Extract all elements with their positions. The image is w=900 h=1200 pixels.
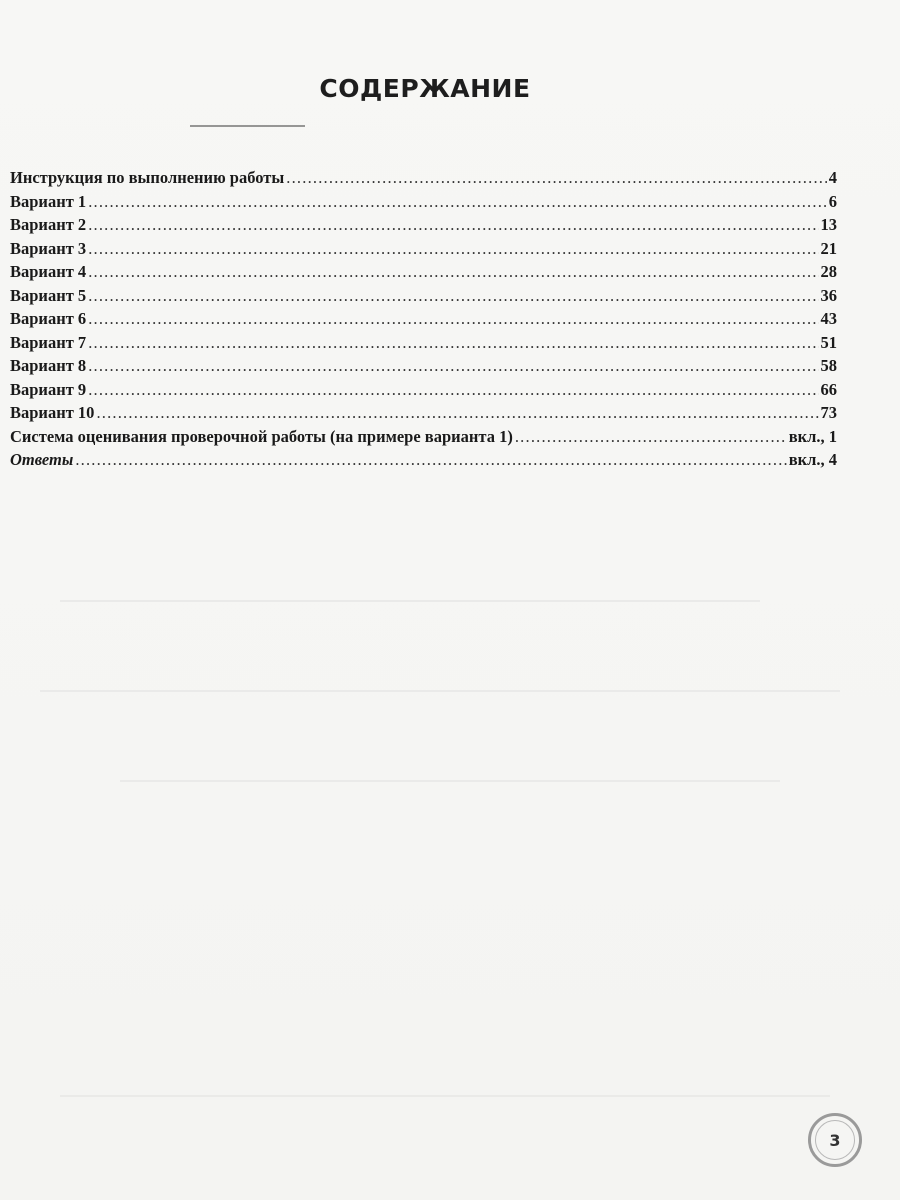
- show-through-line: [40, 690, 840, 692]
- toc-entry-title: Вариант 10: [10, 403, 95, 422]
- toc-entry-page: 28: [820, 262, 837, 281]
- toc-entry: [10, 192, 837, 216]
- dot-leader: [88, 380, 818, 400]
- toc-entry-title: Вариант 6: [10, 309, 87, 328]
- toc-entry: [10, 286, 837, 310]
- toc-entry: [10, 215, 837, 239]
- toc-entry: [10, 427, 837, 451]
- toc-entry: [10, 168, 837, 192]
- dot-leader: [96, 403, 818, 423]
- show-through-line: [120, 780, 780, 782]
- toc-entry-title: Система оценивания проверочной работы (на примере варианта 1): [10, 426, 513, 446]
- toc-entry-title: Вариант 2: [10, 215, 87, 234]
- show-through-line: [60, 1095, 830, 1097]
- toc-entry-page: вкл., 1: [788, 426, 837, 446]
- dot-leader: [88, 286, 818, 306]
- toc-entry-page: 13: [820, 215, 837, 234]
- toc-entry: [10, 380, 837, 404]
- toc-entry-page: 21: [820, 238, 837, 258]
- toc-entry: [10, 356, 837, 380]
- toc-entry-page: 58: [820, 356, 837, 375]
- page-number: 3: [815, 1120, 855, 1160]
- toc-entry-title: Вариант 8: [10, 356, 87, 375]
- toc-entry-title: Инструкция по выполнению работы: [10, 168, 285, 187]
- toc-entry: [10, 333, 837, 357]
- toc-entry-page: 6: [828, 191, 837, 211]
- toc-entry: [10, 403, 837, 427]
- toc-entry: [10, 262, 837, 286]
- page-number-badge: [808, 1113, 862, 1167]
- page-title: СОДЕРЖАНИЕ: [319, 74, 531, 103]
- toc-entry: [10, 450, 837, 474]
- toc-entry-title: Вариант 9: [10, 379, 87, 399]
- decorative-rule: [190, 125, 305, 127]
- table-of-contents: [10, 168, 837, 474]
- dot-leader: [88, 192, 827, 212]
- toc-entry-page: 36: [820, 285, 837, 305]
- toc-entry: [10, 309, 837, 333]
- dot-leader: [88, 215, 818, 235]
- toc-entry-title: Вариант 3: [10, 238, 87, 258]
- toc-entry-page: вкл., 4: [788, 450, 837, 469]
- dot-leader: [88, 262, 818, 282]
- toc-entry-page: 51: [820, 332, 837, 352]
- toc-entry-title: Вариант 1: [10, 191, 87, 211]
- dot-leader: [75, 450, 786, 470]
- toc-entry-title: Вариант 7: [10, 332, 87, 352]
- dot-leader: [515, 427, 787, 447]
- dot-leader: [88, 309, 818, 329]
- toc-entry-page: 66: [820, 379, 837, 399]
- toc-entry-page: 4: [828, 168, 837, 187]
- toc-entry-page: 73: [820, 403, 837, 422]
- dot-leader: [88, 333, 818, 353]
- toc-entry-title: Вариант 5: [10, 285, 87, 305]
- toc-entry: [10, 239, 837, 263]
- toc-entry-title: Вариант 4: [10, 262, 87, 281]
- toc-entry-page: 43: [820, 309, 837, 328]
- toc-entry-title: Ответы: [10, 450, 74, 469]
- dot-leader: [88, 239, 818, 259]
- dot-leader: [286, 168, 826, 188]
- dot-leader: [88, 356, 818, 376]
- show-through-line: [60, 600, 760, 602]
